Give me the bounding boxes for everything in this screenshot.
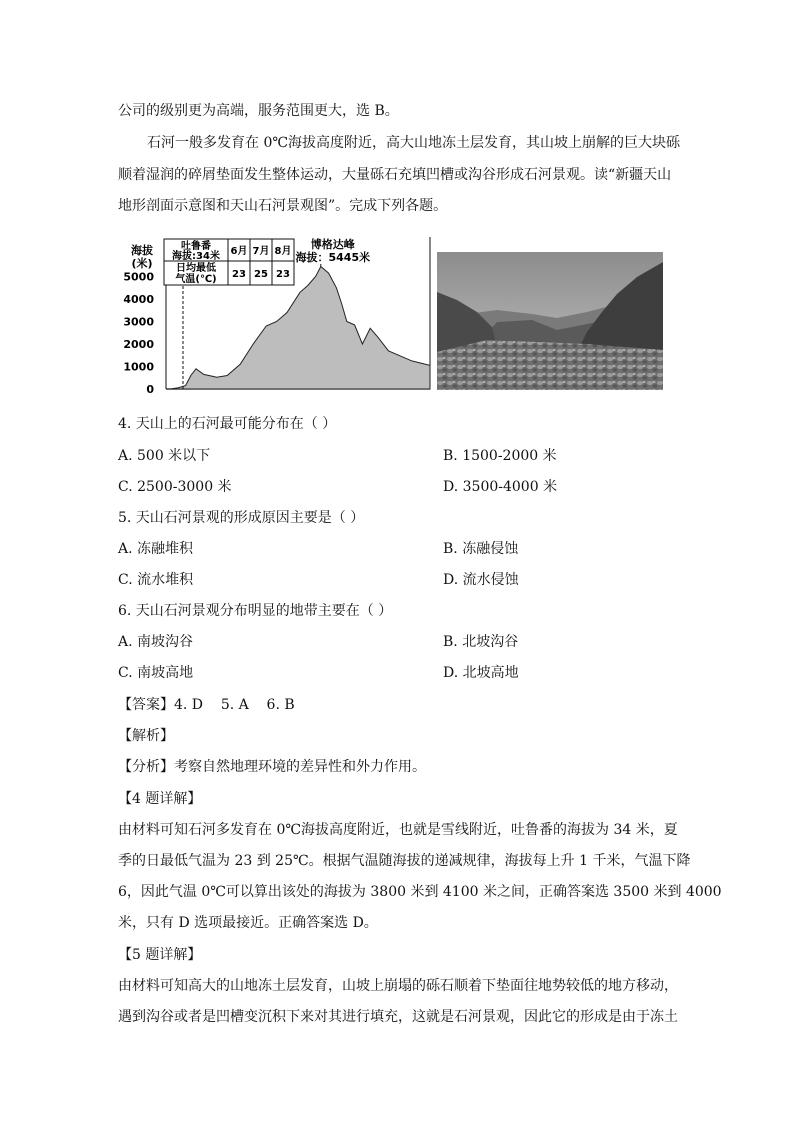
y-tick-label: 4000 bbox=[123, 293, 154, 306]
q4-detail-title: 【4 题详解】 bbox=[118, 791, 202, 807]
q4-detail-line-2: 季的日最低气温为 23 到 25℃。根据气温随海拔的递减规律，海拔每上升 1 千米，气温下降 bbox=[118, 853, 691, 869]
table-temp-value: 23 bbox=[276, 269, 290, 280]
y-tick-label: 3000 bbox=[123, 315, 154, 329]
analysis-focus: 【分析】考察自然地理环境的差异性和外力作用。 bbox=[118, 759, 426, 775]
stone-river-photo-svg bbox=[437, 252, 663, 390]
peak-altitude: 海拔：5445米 bbox=[295, 251, 371, 264]
y-axis-label: 海拔 bbox=[131, 244, 153, 257]
q5-detail-line-2: 遇到沟谷或者是凹槽变沉积下来对其进行填充，这就是石河景观，因此它的形成是由于冻土 bbox=[118, 1009, 678, 1025]
q6-stem: 6. 天山石河景观分布明显的地带主要在（ ） bbox=[118, 603, 393, 619]
q5-stem: 5. 天山石河景观的形成原因主要是（ ） bbox=[118, 510, 365, 526]
y-tick-label: 5000 bbox=[123, 270, 154, 284]
q6-option-d: D. 北坡高地 bbox=[443, 665, 519, 681]
q5-option-a: A. 冻融堆积 bbox=[118, 541, 194, 557]
intro-tail: 公司的级别更为高端，服务范围更大，选 B。 bbox=[118, 103, 399, 119]
q4-detail-line-4: 米，只有 D 选项最接近。正确答案选 D。 bbox=[118, 915, 378, 931]
figure bbox=[120, 232, 665, 397]
q5-option-b: B. 冻融侵蚀 bbox=[443, 541, 519, 557]
table-month-label: 6月 bbox=[230, 246, 248, 257]
turpan-table bbox=[164, 239, 294, 285]
table-temp-label: 日均最低 bbox=[176, 263, 216, 274]
y-tick-label: 2000 bbox=[123, 338, 154, 351]
answer-line: 【答案】4. D 5. A 6. B bbox=[118, 697, 295, 713]
peak-annotation bbox=[295, 237, 370, 266]
table-temp-unit: 气温(℃) bbox=[175, 274, 217, 285]
q4-detail-line-3: 6，因此气温 0℃可以算出该处的海拔为 3800 米到 4100 米之间，正确答案选 3500 米到 4000 bbox=[118, 884, 722, 900]
table-station-name: 吐鲁番 bbox=[181, 241, 211, 252]
table-temp-value: 23 bbox=[232, 269, 246, 280]
q4-option-c: C. 2500-3000 米 bbox=[118, 479, 232, 495]
q5-option-c: C. 流水堆积 bbox=[118, 572, 194, 588]
analysis-title: 【解析】 bbox=[118, 728, 174, 744]
passage-line-1: 石河一般多发育在 0℃海拔高度附近，高大山地冻土层发育，其山坡上崩解的巨大块砾 bbox=[147, 135, 681, 151]
stone-river-photo bbox=[437, 252, 663, 390]
terrain-profile-chart bbox=[120, 232, 432, 397]
q6-option-c: C. 南坡高地 bbox=[118, 665, 194, 681]
y-tick-label: 0 bbox=[146, 383, 154, 396]
table-month-label: 7月 bbox=[252, 246, 270, 257]
table-month-label: 8月 bbox=[274, 246, 292, 257]
table-temp-value: 25 bbox=[254, 269, 268, 280]
q4-option-a: A. 500 米以下 bbox=[118, 448, 211, 464]
y-axis-label: (米) bbox=[131, 257, 153, 270]
q5-option-d: D. 流水侵蚀 bbox=[443, 572, 519, 588]
q4-option-d: D. 3500-4000 米 bbox=[443, 479, 558, 495]
q4-stem: 4. 天山上的石河最可能分布在（ ） bbox=[118, 416, 337, 432]
peak-name: 博格达峰 bbox=[310, 238, 355, 251]
q6-option-b: B. 北坡沟谷 bbox=[443, 634, 519, 650]
q4-detail-line-1: 由材料可知石河多发育在 0℃海拔高度附近，也就是雪线附近，吐鲁番的海拔为 34 米，夏 bbox=[118, 822, 678, 838]
y-tick-label: 1000 bbox=[123, 360, 154, 374]
terrain-profile-svg bbox=[120, 232, 432, 397]
passage-line-3: 地形剖面示意图和天山石河景观图”。完成下列各题。 bbox=[118, 198, 448, 214]
passage-line-2: 顺着湿润的碎屑垫面发生整体运动，大量砾石充填凹槽或沟谷形成石河景观。读“新疆天山 bbox=[118, 167, 672, 183]
q5-detail-line-1: 由材料可知高大的山地冻土层发育，山坡上崩塌的砾石顺着下垫面往地势较低的地方移动， bbox=[118, 978, 678, 994]
q6-option-a: A. 南坡沟谷 bbox=[118, 634, 194, 650]
q4-option-b: B. 1500-2000 米 bbox=[443, 448, 557, 464]
q5-detail-title: 【5 题详解】 bbox=[118, 947, 202, 963]
table-station-altitude: 海拔:34米 bbox=[172, 251, 220, 262]
